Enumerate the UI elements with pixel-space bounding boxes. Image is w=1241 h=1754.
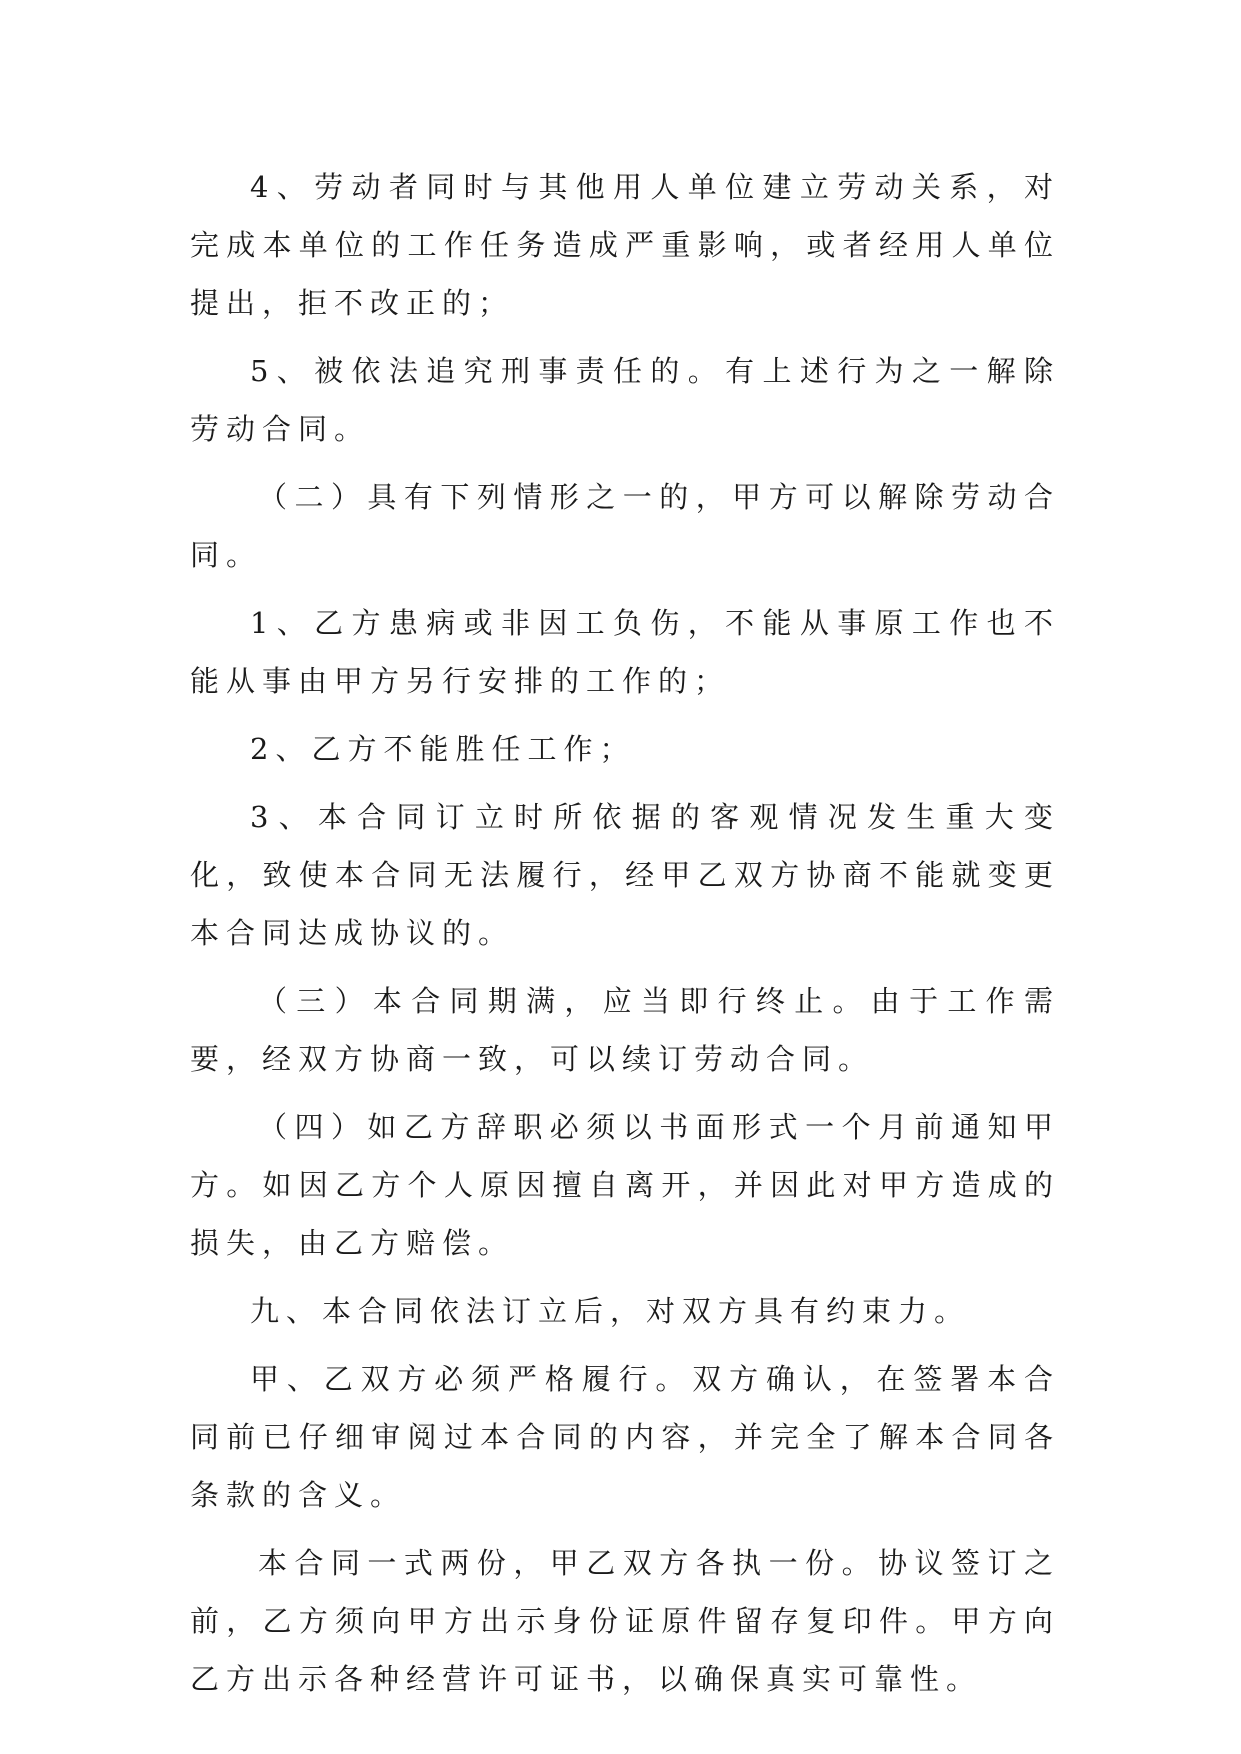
paragraph-clause-4: 4、劳动者同时与其他用人单位建立劳动关系，对完成本单位的工作任务造成严重影响，或者经用人单位提出，拒不改正的； bbox=[190, 170, 1060, 320]
paragraph-article-9: 九、本合同依法订立后，对双方具有约束力。 bbox=[250, 1294, 971, 1328]
paragraph-section-3: （三）本合同期满，应当即行终止。由于工作需要，经双方协商一致，可以续订劳动合同。 bbox=[190, 984, 1060, 1076]
paragraph-item-3: 3、本合同订立时所依据的客观情况发生重大变化，致使本合同无法履行，经甲乙双方协商不能就变更本合同达成协议的。 bbox=[190, 800, 1060, 950]
document-body bbox=[190, 158, 1060, 1718]
paragraph-item-2: 2、乙方不能胜任工作； bbox=[250, 732, 636, 766]
paragraph-binding-confirmation: 甲、乙双方必须严格履行。双方确认，在签署本合同前已仔细审阅过本合同的内容，并完全了解本合同各条款的含义。 bbox=[190, 1362, 1060, 1512]
paragraph-item-1: 1、乙方患病或非因工负伤，不能从事原工作也不能从事由甲方另行安排的工作的； bbox=[190, 606, 1060, 698]
paragraph-clause-5: 5、被依法追究刑事责任的。有上述行为之一解除劳动合同。 bbox=[190, 354, 1060, 446]
paragraph-section-2: （二）具有下列情形之一的，甲方可以解除劳动合同。 bbox=[190, 480, 1060, 572]
paragraph-section-4: （四）如乙方辞职必须以书面形式一个月前通知甲方。如因乙方个人原因擅自离开，并因此对甲方造成的损失，由乙方赔偿。 bbox=[190, 1110, 1060, 1260]
paragraph-copies: 本合同一式两份，甲乙双方各执一份。协议签订之前，乙方须向甲方出示身份证原件留存复印件。甲方向乙方出示各种经营许可证书，以确保真实可靠性。 bbox=[190, 1546, 1060, 1696]
